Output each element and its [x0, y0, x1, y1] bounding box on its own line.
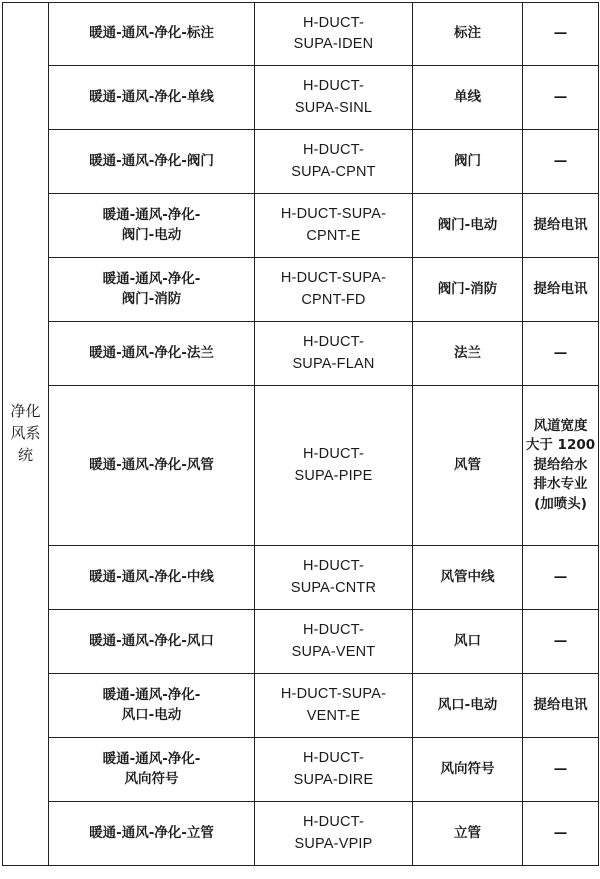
- layer-code-cell: [255, 738, 413, 802]
- table-row: [3, 194, 599, 258]
- layer-name: 暖通-通风-净化-风口: [89, 632, 214, 649]
- table-row: [3, 802, 599, 866]
- layer-code-cell: [255, 258, 413, 322]
- layer-note-cell: [523, 130, 599, 194]
- layer-name-cell: [49, 194, 255, 258]
- layer-note: —: [553, 88, 568, 105]
- group-label-cell: [3, 3, 49, 866]
- group-label: 净化 风系 统: [10, 402, 41, 464]
- layer-name-cell: [49, 610, 255, 674]
- layer-note: 提给电讯: [533, 696, 588, 713]
- layer-desc-cell: [413, 3, 523, 66]
- table-row: [3, 610, 599, 674]
- layer-code: H-DUCT- SUPA-VPIP: [294, 814, 373, 852]
- layer-name-cell: [49, 66, 255, 130]
- layer-note-cell: [523, 258, 599, 322]
- layer-desc: 风管: [454, 456, 481, 473]
- table-row: [3, 258, 599, 322]
- layer-code-cell: [255, 802, 413, 866]
- layer-desc: 阀门-电动: [437, 216, 498, 233]
- layer-desc: 风向符号: [440, 760, 495, 777]
- layer-name-cell: [49, 130, 255, 194]
- layer-desc: 标注: [454, 25, 481, 42]
- layer-note: —: [553, 152, 568, 169]
- layer-code: H-DUCT- SUPA-PIPE: [294, 446, 373, 484]
- table-row: [3, 130, 599, 194]
- table-row: [3, 3, 599, 66]
- layer-desc-cell: [413, 66, 523, 130]
- layer-name: 暖通-通风-净化- 阀门-消防: [102, 270, 201, 307]
- layer-note: —: [553, 760, 568, 777]
- layer-note: —: [553, 824, 568, 841]
- layer-code-cell: [255, 322, 413, 386]
- layer-code: H-DUCT-SUPA- CPNT-FD: [280, 270, 387, 308]
- layer-note-cell: [523, 546, 599, 610]
- layer-desc: 立管: [454, 824, 481, 841]
- layer-code-cell: [255, 3, 413, 66]
- table-row: [3, 674, 599, 738]
- layer-note: 风道宽度 大于 1200 提给给水 排水专业 (加喷头): [525, 417, 596, 512]
- layer-code-cell: [255, 674, 413, 738]
- layer-code: H-DUCT-SUPA- VENT-E: [280, 686, 387, 724]
- layer-name: 暖通-通风-净化-风管: [89, 456, 214, 473]
- layer-code: H-DUCT- SUPA-FLAN: [292, 334, 375, 372]
- layer-code: H-DUCT- SUPA-CNTR: [290, 558, 377, 596]
- layer-code: H-DUCT- SUPA-IDEN: [293, 14, 374, 52]
- layer-code-cell: [255, 546, 413, 610]
- layer-note-cell: [523, 802, 599, 866]
- layer-name-cell: [49, 802, 255, 866]
- layer-code: H-DUCT- SUPA-SINL: [294, 78, 373, 116]
- layer-code-cell: [255, 130, 413, 194]
- table-row: [3, 738, 599, 802]
- layer-name: 暖通-通风-净化-中线: [89, 568, 214, 585]
- table-row: [3, 322, 599, 386]
- layer-note-cell: [523, 3, 599, 66]
- layer-desc: 单线: [454, 88, 481, 105]
- layer-code: H-DUCT-SUPA- CPNT-E: [280, 206, 387, 244]
- layer-desc-cell: [413, 546, 523, 610]
- layer-note-cell: [523, 322, 599, 386]
- layer-name: 暖通-通风-净化-标注: [89, 25, 214, 42]
- table-row: [3, 386, 599, 546]
- layer-name-cell: [49, 674, 255, 738]
- layer-name: 暖通-通风-净化-立管: [89, 824, 214, 841]
- layer-desc-cell: [413, 802, 523, 866]
- layer-desc-cell: [413, 130, 523, 194]
- layer-name-cell: [49, 3, 255, 66]
- table-row: [3, 66, 599, 130]
- layer-note-cell: [523, 194, 599, 258]
- layer-name-cell: [49, 322, 255, 386]
- layer-desc: 阀门-消防: [437, 280, 498, 297]
- layer-note-cell: [523, 738, 599, 802]
- layer-name-cell: [49, 546, 255, 610]
- layer-desc: 法兰: [454, 344, 481, 361]
- layer-code: H-DUCT- SUPA-CPNT: [291, 142, 376, 180]
- layer-code: H-DUCT- SUPA-DIRE: [293, 750, 374, 788]
- layer-desc-cell: [413, 322, 523, 386]
- layer-note: —: [553, 568, 568, 585]
- layer-desc-cell: [413, 258, 523, 322]
- layer-name: 暖通-通风-净化-阀门: [89, 152, 214, 169]
- layer-note-cell: [523, 66, 599, 130]
- layer-desc-cell: [413, 610, 523, 674]
- layer-desc: 风口: [454, 632, 481, 649]
- layer-table: [2, 2, 599, 866]
- layer-name: 暖通-通风-净化-单线: [89, 88, 214, 105]
- layer-desc: 风口-电动: [437, 696, 498, 713]
- layer-desc-cell: [413, 386, 523, 546]
- layer-code-cell: [255, 386, 413, 546]
- layer-desc: 阀门: [454, 152, 481, 169]
- layer-name: 暖通-通风-净化-法兰: [89, 344, 214, 361]
- layer-desc-cell: [413, 194, 523, 258]
- layer-code-cell: [255, 66, 413, 130]
- layer-note: 提给电讯: [533, 216, 588, 233]
- layer-note: —: [553, 632, 568, 649]
- layer-desc: 风管中线: [440, 568, 495, 585]
- layer-note-cell: [523, 610, 599, 674]
- layer-desc-cell: [413, 738, 523, 802]
- table-row: [3, 546, 599, 610]
- layer-note-cell: [523, 674, 599, 738]
- layer-note: —: [553, 344, 568, 361]
- layer-name-cell: [49, 738, 255, 802]
- layer-code-cell: [255, 194, 413, 258]
- layer-name: 暖通-通风-净化- 风向符号: [102, 750, 201, 787]
- layer-name-cell: [49, 258, 255, 322]
- layer-name: 暖通-通风-净化- 阀门-电动: [102, 206, 201, 243]
- layer-note: —: [553, 25, 568, 42]
- layer-note: 提给电讯: [533, 280, 588, 297]
- layer-code: H-DUCT- SUPA-VENT: [291, 622, 376, 660]
- layer-note-cell: [523, 386, 599, 546]
- layer-code-cell: [255, 610, 413, 674]
- layer-name-cell: [49, 386, 255, 546]
- layer-desc-cell: [413, 674, 523, 738]
- layer-name: 暖通-通风-净化- 风口-电动: [102, 686, 201, 723]
